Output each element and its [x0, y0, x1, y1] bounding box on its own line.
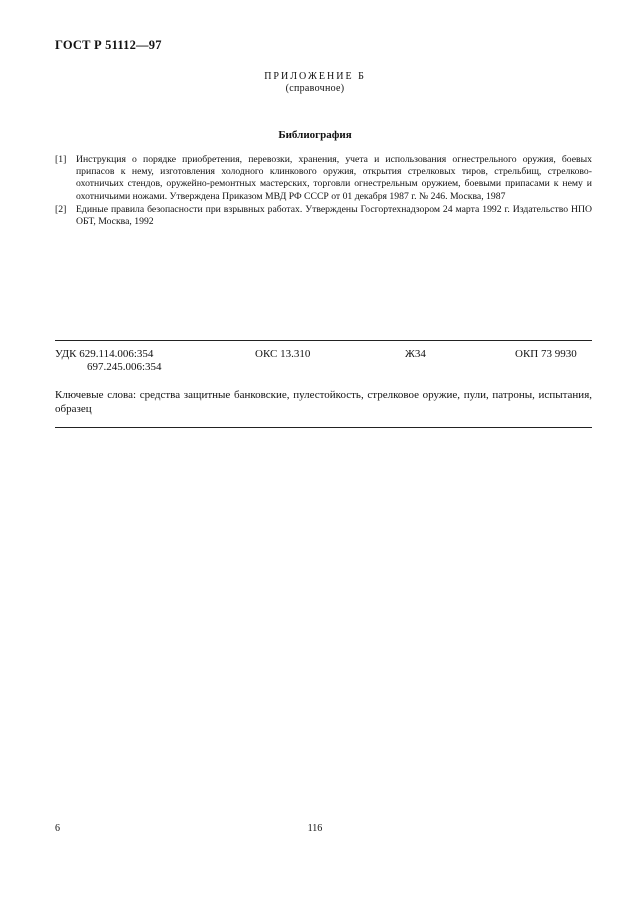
- divider-top: [55, 340, 592, 341]
- zh-code: Ж34: [405, 348, 426, 360]
- udk-line-1: УДК 629.114.006:354: [55, 348, 154, 360]
- bibliography-heading: Библиография: [278, 129, 352, 141]
- appendix-subtitle: (справочное): [285, 83, 345, 94]
- keywords: Ключевые слова: средства защитные банковские, пулестойкость, стрелковое оружие, пули, патроны, испытания, образец: [55, 389, 592, 415]
- bibliography-item-number: [2]: [55, 203, 67, 215]
- page-number-global: 116: [307, 823, 323, 834]
- udk-code: [55, 348, 162, 374]
- bibliography-item-text: Единые правила безопасности при взрывных работах. Утверждены Госгортехнадзором 24 марта 1992 г. Издательство НПО ОБТ, Москва, 1992: [76, 203, 592, 228]
- bibliography-item-text: Инструкция о порядке приобретения, перевозки, хранения, учета и использования огнестрельного оружия, боевых припасов к нему, изготовления холодного клинкового оружия, открытия стрелковых тиров, стрельбищ, стрелково-охотничьих стендов, оружейно-ремонтных мастерских, торговли огнестрельным оружием, боевыми припасами к нему и охотничьими ножами. Утверждена Приказом МВД РФ СССР от 01 декабря 1987 г. № 246. Москва, 1987: [76, 154, 592, 202]
- oks-code: ОКС 13.310: [255, 348, 311, 360]
- page-number-local: 6: [55, 823, 60, 834]
- appendix-title: ПРИЛОЖЕНИЕ Б: [264, 71, 366, 82]
- okp-code: ОКП 73 9930: [515, 348, 577, 360]
- bibliography-item: [55, 154, 592, 203]
- bibliography-item: [55, 204, 592, 228]
- document-id: ГОСТ Р 51112—97: [55, 38, 162, 52]
- udk-line-2: 697.245.006:354: [87, 361, 162, 373]
- bibliography-item-number: [1]: [55, 154, 67, 165]
- divider-bottom: [55, 427, 592, 428]
- bibliography-list: [55, 154, 592, 229]
